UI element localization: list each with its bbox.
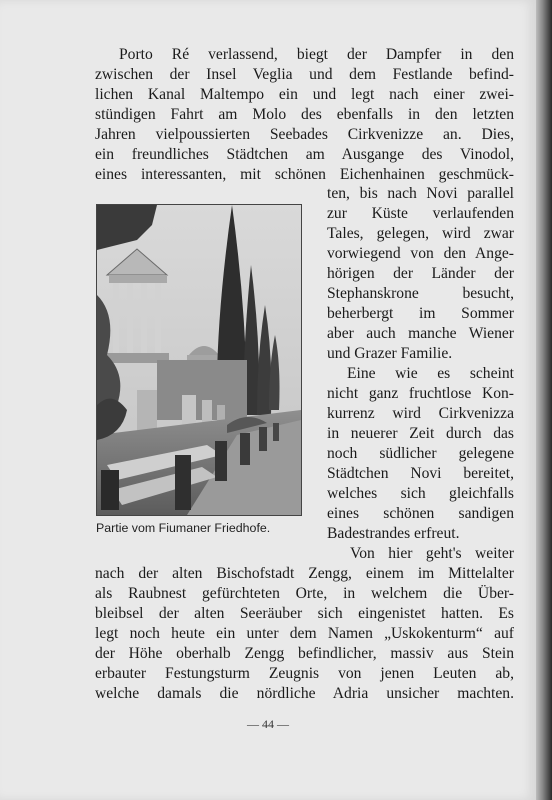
text-line: Porto Ré verlassend, biegt der Dampfer in den (119, 46, 514, 63)
text-line: Eine wie es scheint (347, 365, 514, 382)
cemetery-photograph (96, 204, 302, 516)
text-line: legt noch heute ein unter dem Namen „Uskokenturm“ auf (95, 625, 514, 642)
text-line: Städtchen Novi bereitet, (327, 465, 514, 482)
text-line: eines interessanten, mit schönen Eichenhainen geschmück- (95, 166, 514, 183)
text-line: ein freundliches Städtchen am Ausgange des Vinodol, (95, 146, 514, 163)
text-line: Von hier geht's weiter (350, 545, 514, 562)
text-line: der Höhe oberhalb Zengg befindlicher, massiv aus Stein (95, 645, 514, 662)
text-line: kurrenz wird Cirkvenizza (327, 405, 514, 422)
text-line: Stephanskrone besucht, (327, 285, 514, 302)
text-line: noch südlicher gelegene (327, 445, 514, 462)
text-line: und Grazer Familie. (327, 345, 453, 362)
page-edge (536, 0, 552, 800)
text-line: zur Küste verlaufenden (327, 205, 514, 222)
text-line: stündigen Fahrt am Molo des ebenfalls in den letzten (95, 106, 514, 123)
text-line: welches sich gleichfalls (327, 485, 514, 502)
text-line: aber auch manche Wiener (327, 325, 514, 342)
text-line: ten, bis nach Novi parallel (327, 185, 514, 202)
text-line: welche damals die nördliche Adria unsicher machten. (95, 685, 514, 702)
text-line: Badestrandes erfreut. (327, 525, 460, 542)
text-line: eines schönen sandigen (327, 505, 514, 522)
text-line: beherbergt im Sommer (327, 305, 514, 322)
text-line: erbauter Festungsturm Zeugnis von jenen Leuten ab, (95, 665, 514, 682)
text-line: Tales, gelegen, wird zwar (327, 225, 514, 242)
text-line: Jahren vielpoussierten Seebades Cirkvenizze an. Dies, (95, 126, 514, 143)
text-line: als Raubnest gefürchteten Orte, in welchem die Über- (95, 585, 514, 602)
text-line: hörigen der Länder der (327, 265, 514, 282)
text-line: nicht ganz fruchtlose Kon- (327, 385, 514, 402)
page-number: — 44 — (247, 717, 289, 731)
text-line: nach der alten Bischofstadt Zengg, einem im Mittelalter (95, 565, 514, 582)
text-line: lichen Kanal Maltempo ein und legt nach einer zwei- (95, 86, 514, 103)
photo-caption: Partie vom Fiumaner Friedhofe. (96, 521, 271, 535)
text-line: vorwiegend von den Ange- (327, 245, 514, 262)
text-line: bleibsel der alten Seeräuber sich eingenistet hatten. Es (95, 605, 514, 622)
text-line: in neuerer Zeit durch das (327, 425, 514, 442)
text-line: zwischen der Insel Veglia und dem Festlande befind- (95, 66, 514, 83)
